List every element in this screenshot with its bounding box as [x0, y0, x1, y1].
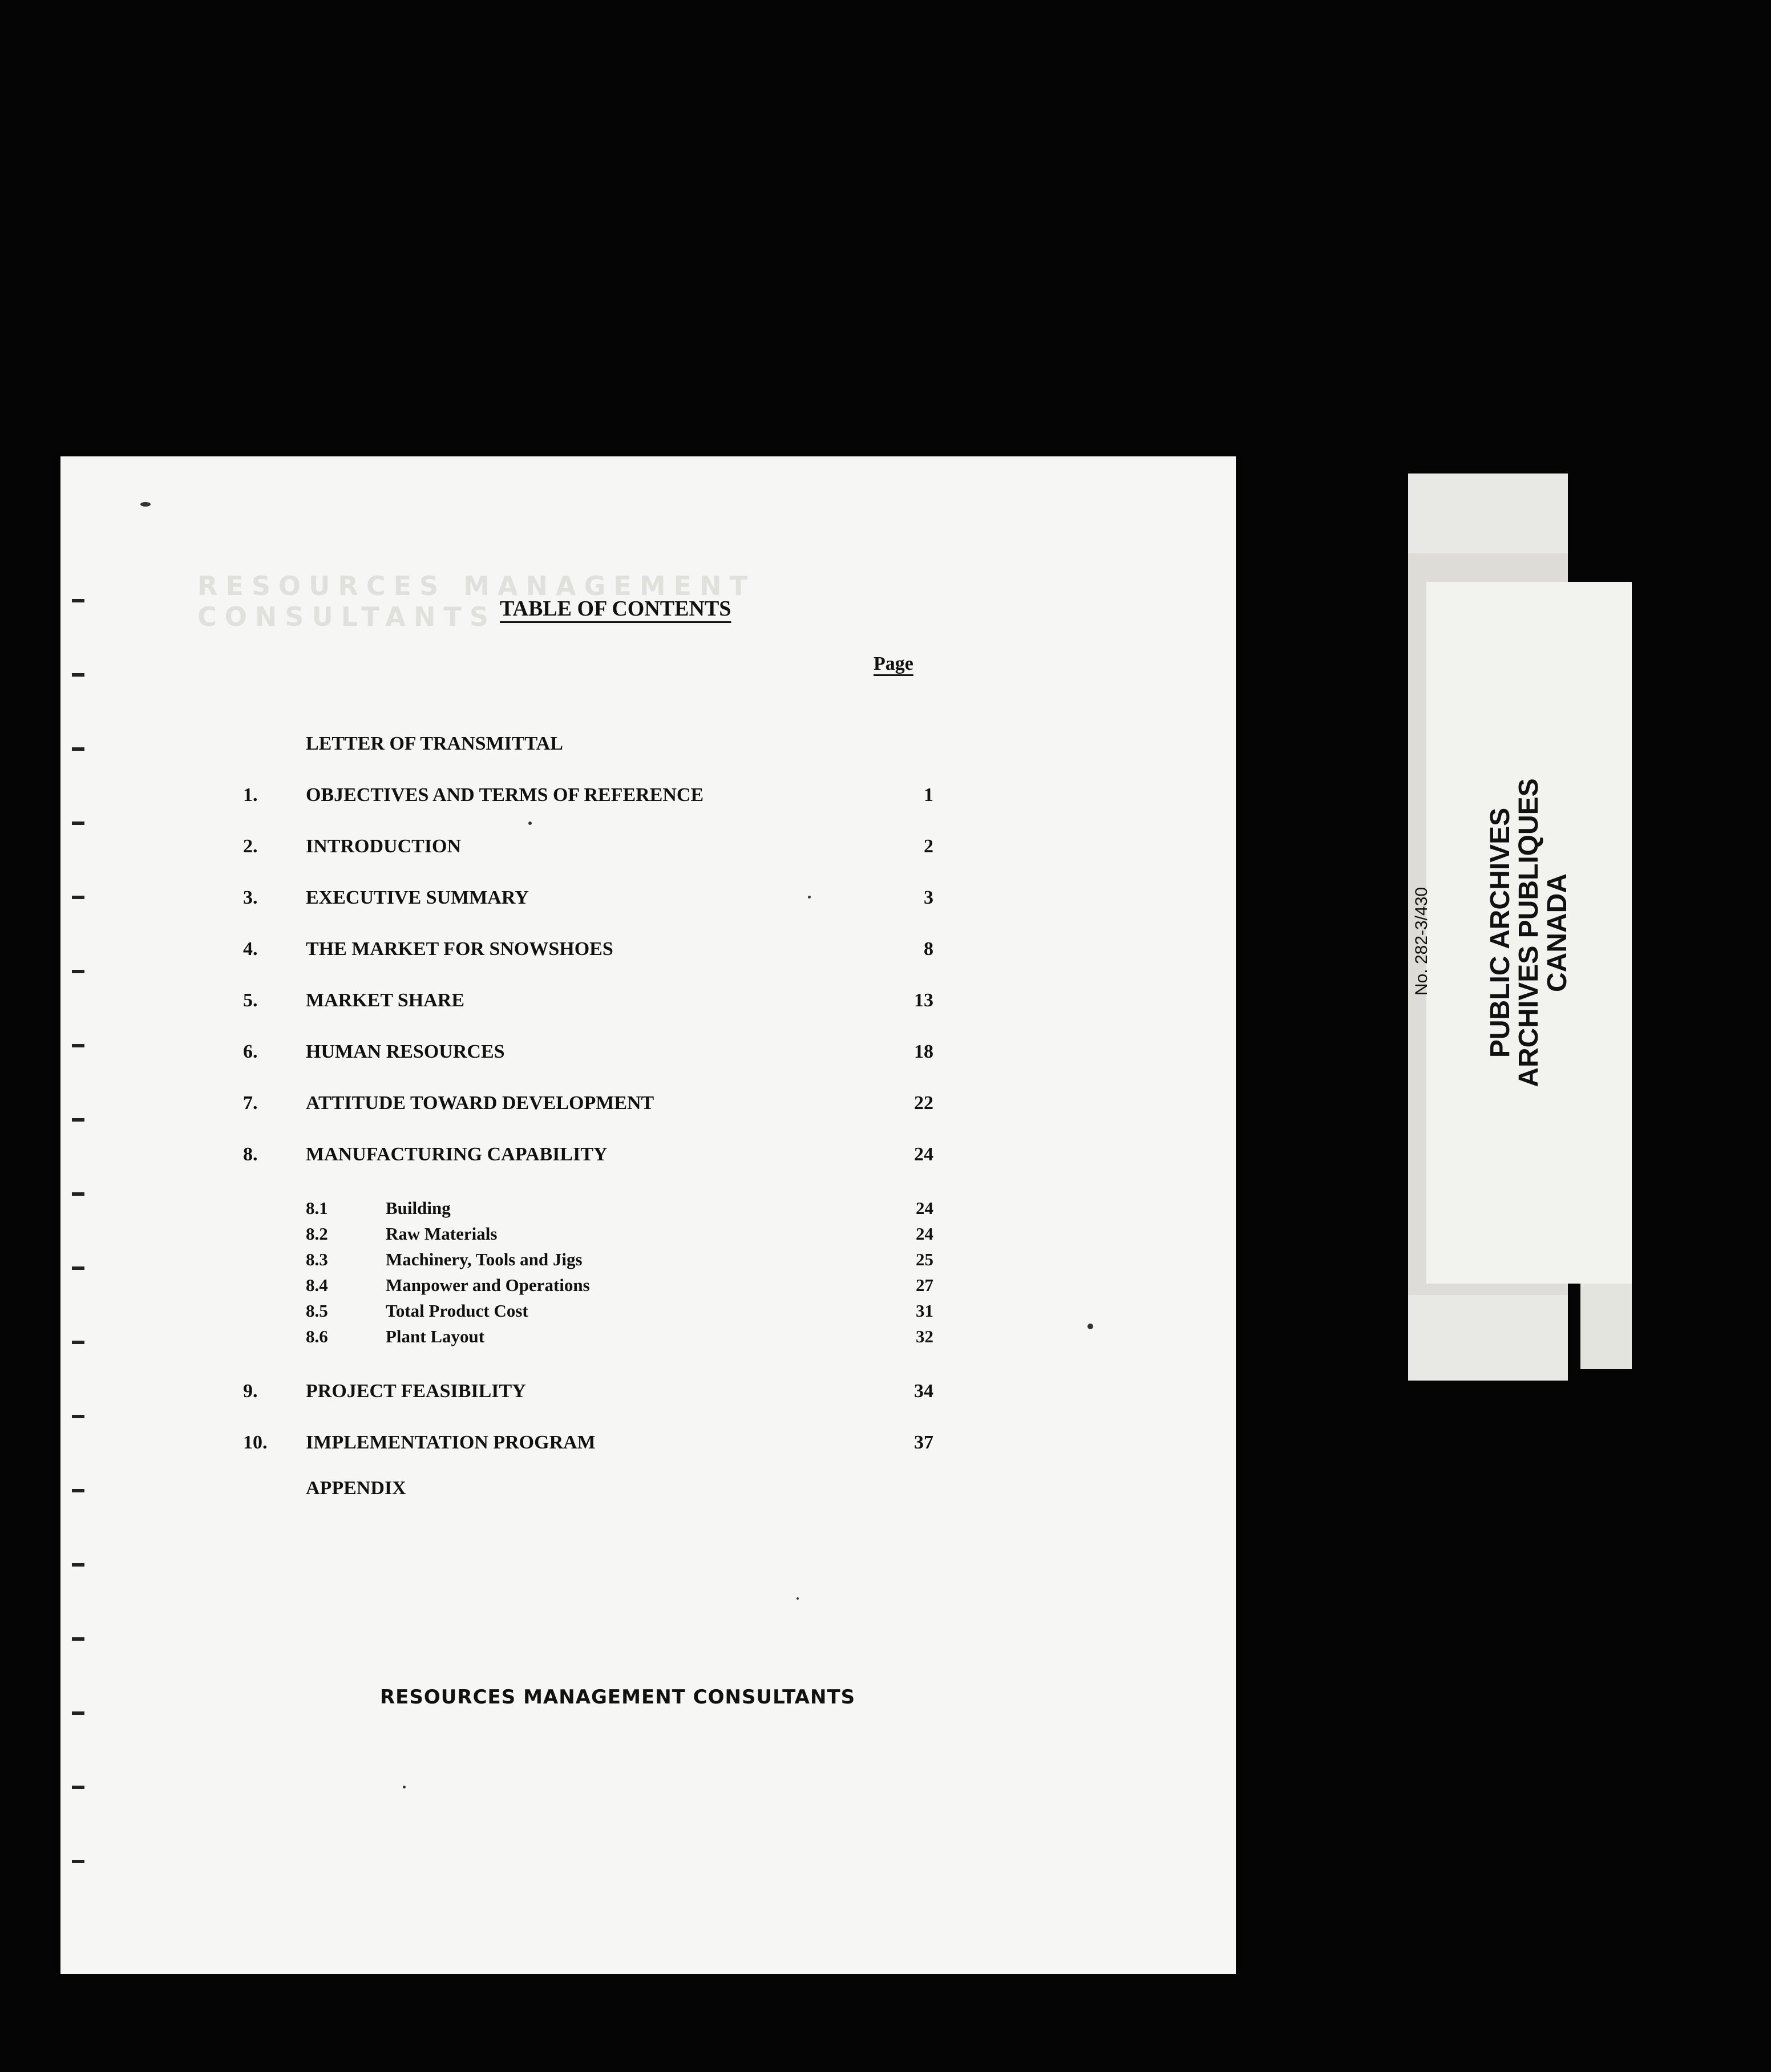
toc-entry-title: MARKET SHARE — [306, 990, 465, 1011]
toc-entry-number: 5. — [243, 990, 258, 1011]
archive-label-number-box — [1405, 887, 1439, 996]
page-column-header: Page — [874, 653, 913, 674]
toc-entry-page: 2 — [924, 836, 933, 857]
toc-entry-page: 24 — [914, 1144, 933, 1165]
footer-company-name: RESOURCES MANAGEMENT CONSULTANTS — [380, 1686, 856, 1709]
toc-entry-number: 9. — [243, 1381, 258, 1402]
toc-entry-page: 37 — [914, 1432, 933, 1453]
toc-entry-number: 8. — [243, 1144, 258, 1165]
toc-subentry-number: 8.5 — [306, 1301, 328, 1321]
toc-subentry-title: Building — [386, 1198, 451, 1218]
toc-entry-page: 22 — [914, 1092, 933, 1114]
toc-entry-title: APPENDIX — [306, 1478, 406, 1499]
toc-subentry-title: Plant Layout — [386, 1326, 485, 1346]
toc-subentry-number: 8.1 — [306, 1198, 328, 1218]
document-page — [60, 456, 1236, 1974]
toc-subentry-page: 32 — [916, 1326, 933, 1346]
toc-entry-page: 1 — [924, 784, 933, 806]
toc-subentry-title: Manpower and Operations — [386, 1275, 590, 1295]
toc-entry-title: IMPLEMENTATION PROGRAM — [306, 1432, 596, 1453]
toc-entry-page: 3 — [924, 887, 933, 908]
toc-entry-number: 1. — [243, 784, 258, 806]
toc-entry-title: THE MARKET FOR SNOWSHOES — [306, 938, 613, 960]
toc-subentry-page: 27 — [916, 1275, 933, 1295]
toc-entry-number: 6. — [243, 1041, 258, 1062]
toc-subentry-number: 8.4 — [306, 1275, 328, 1295]
toc-entry-page: 8 — [924, 938, 933, 960]
archive-label-line3: CANADA — [1542, 873, 1572, 992]
toc-entry-number: 2. — [243, 836, 258, 857]
toc-subentry-number: 8.6 — [306, 1326, 328, 1346]
toc-entry-page: 34 — [914, 1381, 933, 1402]
toc-subentry-title: Machinery, Tools and Jigs — [386, 1249, 583, 1269]
archive-label-line1: PUBLIC ARCHIVES — [1485, 807, 1515, 1058]
toc-entry-page: 13 — [914, 990, 933, 1011]
toc-subentry-page: 24 — [916, 1224, 933, 1244]
toc-entry-number: 7. — [243, 1092, 258, 1114]
archive-label-line2: ARCHIVES PUBLIQUES — [1514, 778, 1544, 1087]
toc-entry-number: 10. — [243, 1432, 268, 1453]
toc-entry-title: LETTER OF TRANSMITTAL — [306, 733, 563, 754]
toc-entry-title: MANUFACTURING CAPABILITY — [306, 1144, 608, 1165]
toc-subentry-title: Raw Materials — [386, 1224, 498, 1244]
toc-entry-title: EXECUTIVE SUMMARY — [306, 887, 529, 908]
toc-entry-title: ATTITUDE TOWARD DEVELOPMENT — [306, 1092, 654, 1114]
toc-title: TABLE OF CONTENTS — [500, 597, 731, 621]
toc-subentry-number: 8.2 — [306, 1224, 328, 1244]
toc-subentry-page: 31 — [916, 1301, 933, 1321]
toc-subentry-number: 8.3 — [306, 1249, 328, 1269]
toc-entry-title: HUMAN RESOURCES — [306, 1041, 505, 1062]
toc-entry-number: 4. — [243, 938, 258, 960]
toc-subentry-page: 24 — [916, 1198, 933, 1218]
archive-label-number: No. 282-3/430 — [1412, 887, 1431, 996]
toc-subentry-title: Total Product Cost — [386, 1301, 528, 1321]
toc-subentry-page: 25 — [916, 1249, 933, 1269]
toc-entry-number: 3. — [243, 887, 258, 908]
letterhead-bleedthrough: RESOURCES MANAGEMENT CONSULTANTS — [197, 570, 755, 632]
toc-entry-page: 18 — [914, 1041, 933, 1062]
toc-entry-title: INTRODUCTION — [306, 836, 462, 857]
toc-entry-title: PROJECT FEASIBILITY — [306, 1381, 526, 1402]
toc-entry-title: OBJECTIVES AND TERMS OF REFERENCE — [306, 784, 704, 806]
archive-label-text — [1426, 582, 1632, 1284]
